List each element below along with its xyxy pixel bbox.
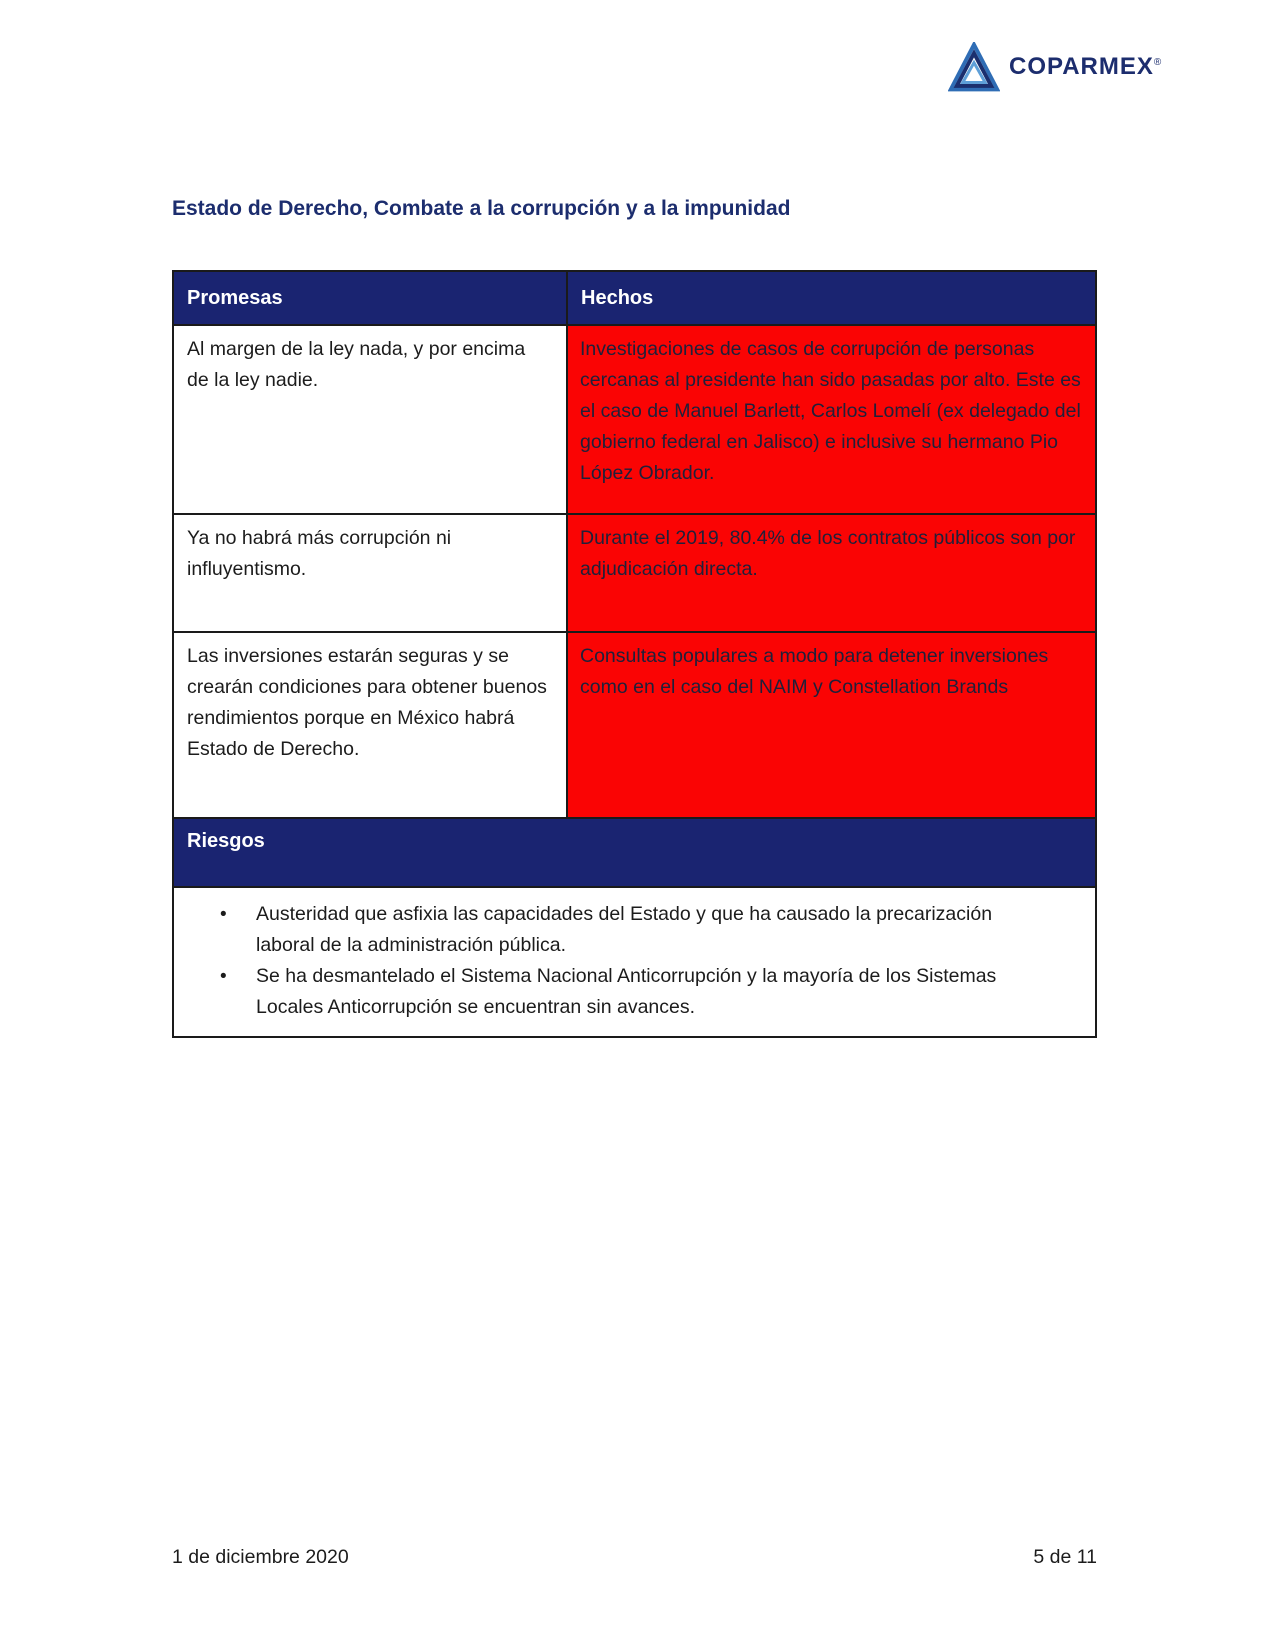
table-header-hechos: Hechos xyxy=(581,286,654,309)
footer-date: 1 de diciembre 2020 xyxy=(172,1546,349,1568)
coparmex-wordmark: COPARMEX® xyxy=(1009,53,1163,80)
table-header-row xyxy=(174,272,1095,324)
promise-cell: Al margen de la ley nada, y por encima de la ley nadie. xyxy=(174,326,568,513)
riesgos-header: Riesgos xyxy=(174,817,1095,886)
risks-list xyxy=(174,886,1095,1036)
coparmex-logo xyxy=(948,42,1162,92)
fact-cell: Durante el 2019, 80.4% de los contratos públicos son por adjudicación directa. xyxy=(568,515,1095,631)
table-row xyxy=(174,513,1095,631)
risk-item xyxy=(174,961,1095,1023)
risk-item-text: Se ha desmantelado el Sistema Nacional Anticorrupción y la mayoría de los Sistemas Locales Anticorrupción se encuentran sin avances. xyxy=(256,965,997,1018)
page-title: Estado de Derecho, Combate a la corrupción y a la impunidad xyxy=(172,197,791,220)
fact-cell: Consultas populares a modo para detener inversiones como en el caso del NAIM y Constellation Brands xyxy=(568,633,1095,817)
table-header-promesas: Promesas xyxy=(174,272,568,324)
coparmex-triangle-icon xyxy=(948,42,1000,92)
risk-item-text: Austeridad que asfixia las capacidades del Estado y que ha causado la precarización laboral de la administración pública. xyxy=(256,903,993,956)
bullet-icon: • xyxy=(220,904,227,925)
footer-page-number: 5 de 11 xyxy=(1033,1546,1097,1568)
promise-cell: Las inversiones estarán seguras y se crearán condiciones para obtener buenos rendimientos porque en México habrá Estado de Derecho. xyxy=(174,633,568,817)
promise-cell: Ya no habrá más corrupción ni influyentismo. xyxy=(174,515,568,631)
bullet-icon: • xyxy=(220,966,227,987)
risk-item xyxy=(174,899,1095,961)
table-row xyxy=(174,631,1095,817)
registered-mark: ® xyxy=(1153,57,1163,68)
promises-facts-table xyxy=(172,270,1097,1038)
fact-cell: Investigaciones de casos de corrupción de personas cercanas al presidente han sido pasadas por alto. Este es el caso de Manuel Barlett, Carlos Lomelí (ex delegado del gobierno federal en Jalisco) e inclusive su hermano Pio López Obrador. xyxy=(568,326,1095,513)
table-row xyxy=(174,324,1095,513)
